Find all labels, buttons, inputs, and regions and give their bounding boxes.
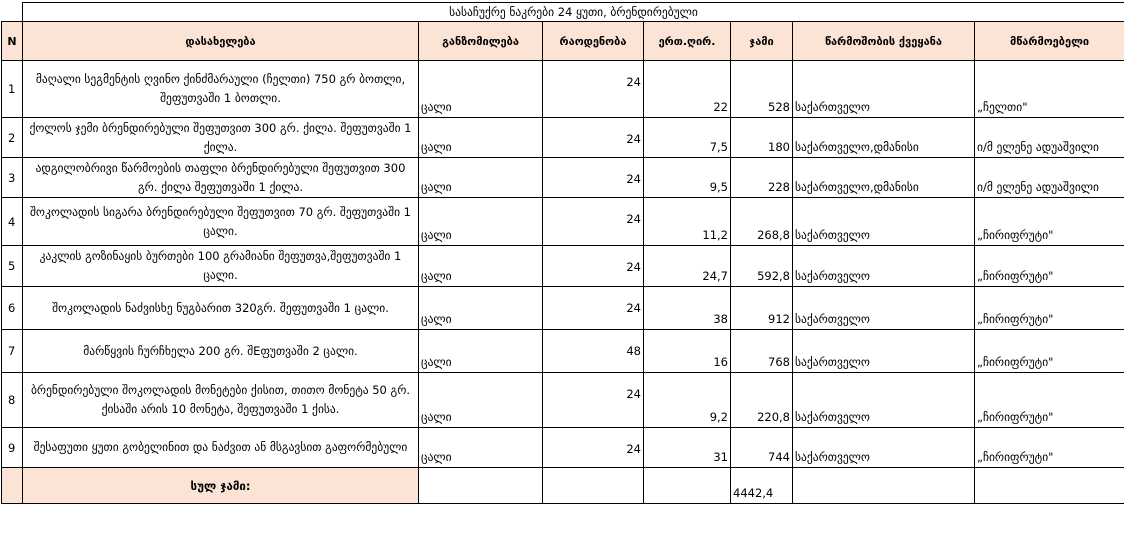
item-sum: 744 (731, 428, 793, 468)
item-sum: 528 (731, 61, 793, 118)
item-sum: 912 (731, 287, 793, 330)
item-country: საქართველო,დმანისი (793, 118, 975, 158)
table-row (2, 158, 1124, 198)
item-unit: ცალი (419, 246, 543, 287)
item-maker: ი/მ ელენე ადუაშვილი (975, 118, 1124, 158)
item-qty: 24 (543, 118, 644, 158)
item-sum: 228 (731, 158, 793, 198)
table-row (2, 246, 1124, 287)
item-sum: 180 (731, 118, 793, 158)
item-country: საქართველო (793, 373, 975, 428)
item-country: საქართველო (793, 428, 975, 468)
item-unit: ცალი (419, 373, 543, 428)
item-country: საქართველო (793, 287, 975, 330)
item-maker: „ჩირიფრუტი" (975, 198, 1124, 246)
item-country: საქართველო (793, 330, 975, 373)
header-qty: რაოდენობა (543, 22, 644, 61)
row-number: 7 (2, 330, 23, 373)
item-unit: ცალი (419, 428, 543, 468)
item-price: 38 (644, 287, 731, 330)
header-price: ერთ.ღირ. (644, 22, 731, 61)
gift-set-table (1, 2, 1124, 504)
item-price: 22 (644, 61, 731, 118)
row-number: 2 (2, 118, 23, 158)
item-maker: „ჩირიფრუტი" (975, 287, 1124, 330)
item-sum: 220,8 (731, 373, 793, 428)
item-price: 31 (644, 428, 731, 468)
table-row (2, 287, 1124, 330)
item-unit: ცალი (419, 118, 543, 158)
item-sum: 268,8 (731, 198, 793, 246)
item-name: მაღალი სეგმენტის ღვინო ქინძმარაული (ჩელთი) 750 გრ ბოთლი, შეფუთვაში 1 ბოთლი. (23, 61, 419, 118)
item-price: 7,5 (644, 118, 731, 158)
header-n: N (2, 22, 23, 61)
table-row (2, 61, 1124, 118)
table-title: სასაჩუქრე ნაკრები 24 ყუთი, ბრენდირებული (23, 3, 1124, 22)
item-price: 9,5 (644, 158, 731, 198)
item-qty: 24 (543, 373, 644, 428)
row-number: 5 (2, 246, 23, 287)
corner-cell (2, 3, 23, 22)
item-sum: 768 (731, 330, 793, 373)
item-price: 11,2 (644, 198, 731, 246)
item-maker: „ჩირიფრუტი" (975, 428, 1124, 468)
row-number: 9 (2, 428, 23, 468)
item-maker: ი/მ ელენე ადუაშვილი (975, 158, 1124, 198)
header-sum: ჯამი (731, 22, 793, 61)
item-maker: „ჩირიფრუტი" (975, 330, 1124, 373)
item-maker: „ჩელთი" (975, 61, 1124, 118)
item-name: კაკლის გოზინაყის ბურთები 100 გრამიანი შეფუთვა,შეფუთვაში 1 ცალი. (23, 246, 419, 287)
item-unit: ცალი (419, 287, 543, 330)
item-country: საქართველო,დმანისი (793, 158, 975, 198)
item-name: შესაფუთი ყუთი გობელინით და ნაძვით ან მსგავსით გაფორმებული (23, 428, 419, 468)
total-value: 4442,4 (731, 468, 793, 504)
table-row (2, 330, 1124, 373)
item-qty: 24 (543, 158, 644, 198)
item-qty: 24 (543, 428, 644, 468)
item-name: შოკოლადის სიგარა ბრენდირებული შეფუთვით 70 გრ. შეფუთვაში 1 ცალი. (23, 198, 419, 246)
table-row (2, 428, 1124, 468)
item-unit: ცალი (419, 61, 543, 118)
item-qty: 24 (543, 246, 644, 287)
total-empty (644, 468, 731, 504)
item-country: საქართველო (793, 246, 975, 287)
item-price: 16 (644, 330, 731, 373)
table-row (2, 198, 1124, 246)
header-maker: მწარმოებელი (975, 22, 1124, 61)
item-price: 9,2 (644, 373, 731, 428)
item-name: ადგილობრივი წარმოების თაფლი ბრენდირებული შეფუთვით 300 გრ. ქილა შეფუთვაში 1 ქილა. (23, 158, 419, 198)
total-empty (419, 468, 543, 504)
item-name: ქოლოს ჯემი ბრენდირებული შეფუთვით 300 გრ. ქილა. შეფუთვაში 1 ქილა. (23, 118, 419, 158)
table-row (2, 373, 1124, 428)
item-qty: 24 (543, 61, 644, 118)
item-name: ბრენდირებული შოკოლადის მონეტები ქისით, თითო მონეტა 50 გრ. ქისაში არის 10 მონეტა, შეფუთვაში 1 ქისა. (23, 373, 419, 428)
total-empty (793, 468, 975, 504)
header-row (2, 22, 1124, 61)
total-row (2, 468, 1124, 504)
item-name: შოკოლადის ნაძვისხე ნუგბარით 320გრ. შეფუთვაში 1 ცალი. (23, 287, 419, 330)
item-sum: 592,8 (731, 246, 793, 287)
header-country: წარმოშობის ქვეყანა (793, 22, 975, 61)
item-qty: 48 (543, 330, 644, 373)
table-row (2, 118, 1124, 158)
row-number: 3 (2, 158, 23, 198)
item-qty: 24 (543, 287, 644, 330)
row-number: 8 (2, 373, 23, 428)
header-name: დასახელება (23, 22, 419, 61)
item-qty: 24 (543, 198, 644, 246)
item-unit: ცალი (419, 198, 543, 246)
total-n-cell (2, 468, 23, 504)
row-number: 4 (2, 198, 23, 246)
item-country: საქართველო (793, 198, 975, 246)
row-number: 1 (2, 61, 23, 118)
header-unit: განზომილება (419, 22, 543, 61)
total-label: სულ ჯამი: (23, 468, 419, 504)
total-empty (543, 468, 644, 504)
total-empty (975, 468, 1124, 504)
item-unit: ცალი (419, 330, 543, 373)
item-price: 24,7 (644, 246, 731, 287)
item-unit: ცალი (419, 158, 543, 198)
item-maker: „ჩირიფრუტი" (975, 246, 1124, 287)
item-maker: „ჩირიფრუტი" (975, 373, 1124, 428)
item-name: მარწყვის ჩურჩხელა 200 გრ. შEფუთვაში 2 ცალი. (23, 330, 419, 373)
item-country: საქართველო (793, 61, 975, 118)
row-number: 6 (2, 287, 23, 330)
